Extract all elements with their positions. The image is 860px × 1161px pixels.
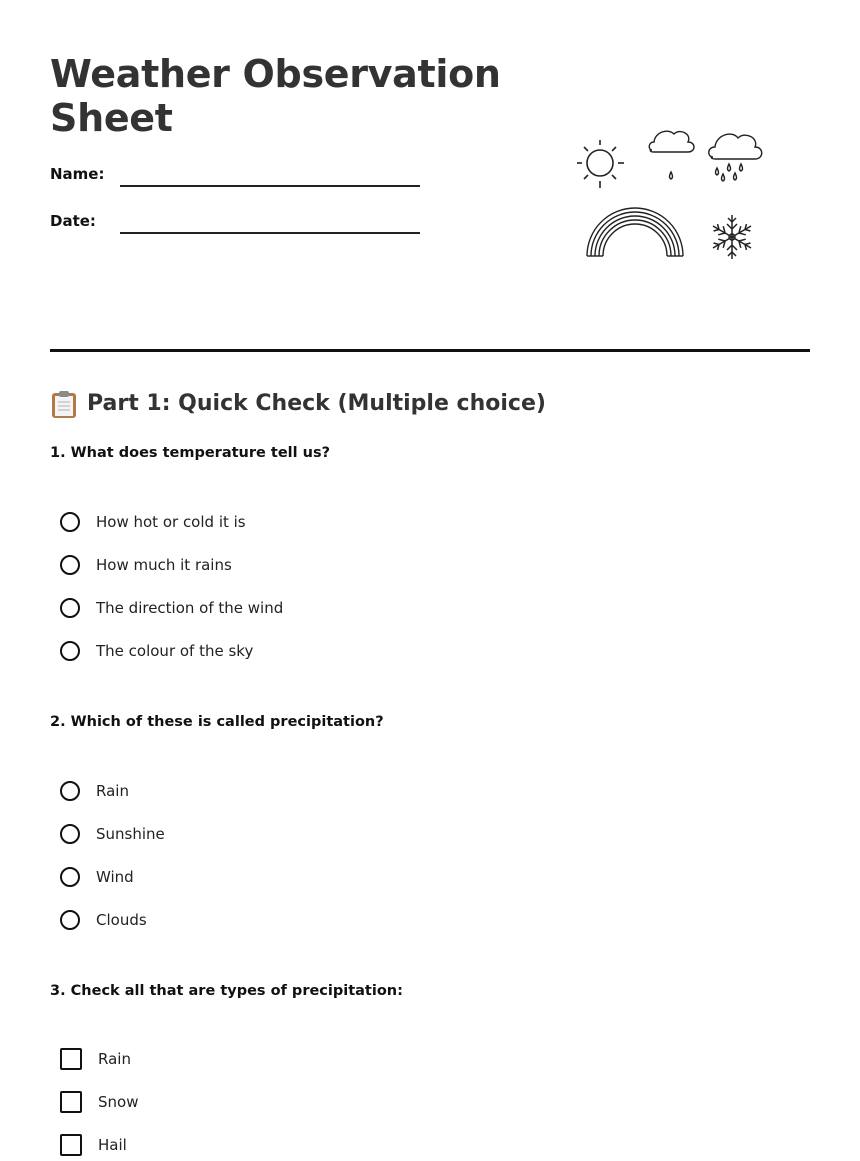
checkbox[interactable] (60, 1048, 82, 1070)
checkbox[interactable] (60, 1134, 82, 1156)
option-label: How hot or cold it is (96, 513, 246, 531)
q2-option-2[interactable] (60, 821, 165, 847)
date-field[interactable] (50, 212, 420, 238)
part-1-heading-text: Part 1: Quick Check (Multiple choice) (87, 391, 546, 416)
option-label: The colour of the sky (96, 642, 254, 660)
question-1: 1. What does temperature tell us? (50, 445, 331, 461)
radio-button[interactable] (60, 910, 80, 930)
radio-button[interactable] (60, 824, 80, 844)
option-label: Rain (96, 782, 129, 800)
question-3: 3. Check all that are types of precipitation: (50, 983, 403, 999)
page-title (50, 52, 501, 140)
option-label: How much it rains (96, 556, 232, 574)
option-label: The direction of the wind (96, 599, 284, 617)
option-label: Hail (98, 1136, 127, 1154)
q1-option-3[interactable] (60, 595, 283, 621)
q2-option-4[interactable] (60, 907, 147, 933)
radio-button[interactable] (60, 867, 80, 887)
checkbox[interactable] (60, 1091, 82, 1113)
cloud-rain-icon (709, 134, 762, 181)
option-label: Clouds (96, 911, 147, 929)
option-label: Rain (98, 1050, 131, 1068)
date-line[interactable] (120, 232, 420, 234)
radio-button[interactable] (60, 512, 80, 532)
name-line[interactable] (120, 185, 420, 187)
section-divider (50, 349, 810, 352)
radio-button[interactable] (60, 555, 80, 575)
sun-icon (577, 140, 624, 188)
q2-option-1[interactable] (60, 778, 129, 804)
radio-button[interactable] (60, 641, 80, 661)
q1-option-4[interactable] (60, 638, 253, 664)
option-label: Sunshine (96, 825, 165, 843)
page-title-line-1: Weather Observation (50, 52, 501, 96)
rainbow-icon (587, 208, 683, 256)
option-label: Snow (98, 1093, 139, 1111)
q3-option-3[interactable] (60, 1132, 127, 1158)
option-label: Wind (96, 868, 134, 886)
radio-button[interactable] (60, 781, 80, 801)
q2-option-3[interactable] (60, 864, 134, 890)
q1-option-1[interactable] (60, 509, 246, 535)
q3-option-2[interactable] (60, 1089, 138, 1115)
name-label: Name: (50, 165, 105, 183)
radio-button[interactable] (60, 598, 80, 618)
cloud-drizzle-icon (649, 131, 694, 179)
name-field[interactable] (50, 165, 420, 191)
q1-option-2[interactable] (60, 552, 232, 578)
clipboard-icon (50, 389, 78, 419)
question-2: 2. Which of these is called precipitation? (50, 714, 384, 730)
snowflake-icon (710, 215, 753, 259)
weather-illustration (570, 120, 770, 270)
page-title-line-2: Sheet (50, 96, 173, 140)
date-label: Date: (50, 212, 96, 230)
part-1-heading (50, 388, 546, 420)
q3-option-1[interactable] (60, 1046, 131, 1072)
